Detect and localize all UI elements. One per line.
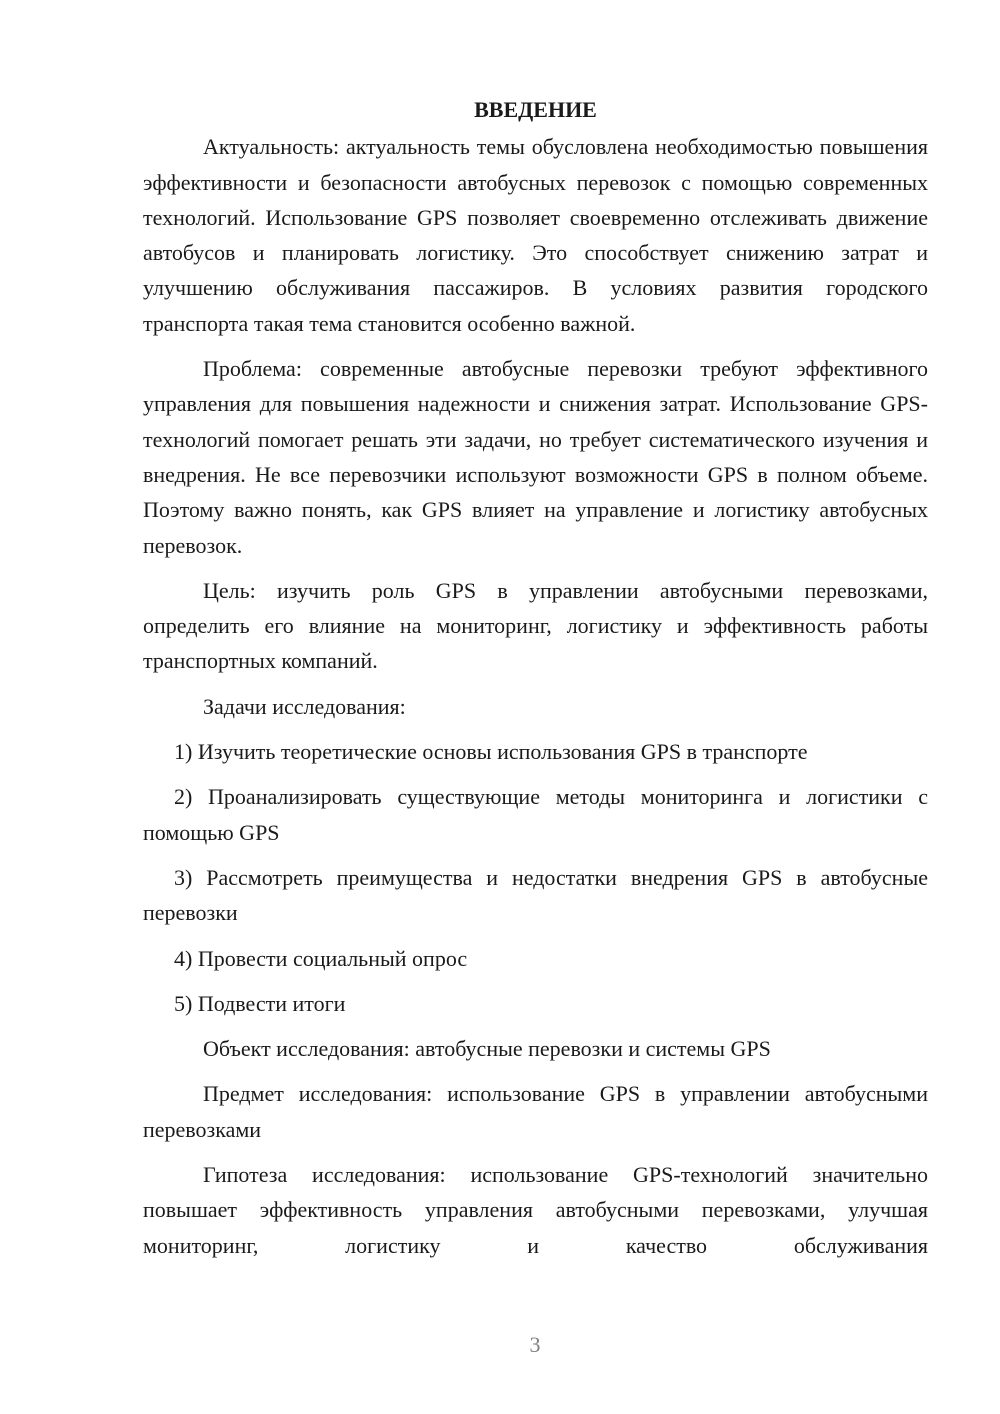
paragraph-hypothesis: Гипотеза исследования: использование GPS-технологий значительно повышает эффективность управления автобусными перевозками, улучшая мониторинг, логистику и качество обслуживания [143,1162,928,1258]
paragraph-object: Объект исследования: автобусные перевозки и системы GPS [203,1036,771,1062]
task-item-3: 3) Рассмотреть преимущества и недостатки внедрения GPS в автобусные перевозки [143,864,928,926]
page-title: ВВЕДЕНИЕ [474,97,597,122]
paragraph-subject: Предмет исследования: использование GPS в управлении автобусными перевозками [143,1081,928,1142]
task-item-4: 4) Провести социальный опрос [174,945,468,971]
task-item-1: 1) Изучить теоретические основы использования GPS в транспорте [174,739,808,765]
document-page [143,92,928,1273]
paragraph-goal: Цель: изучить роль GPS в управлении автобусными перевозками, определить его влияние на мониторинг, логистику и эффективность работы транспортных компаний. [143,577,928,674]
paragraph-problem: Проблема: современные автобусные перевозки требуют эффективного управления для повышения надежности и снижения затрат. Использование GPS-технологий помогает решать эти задачи, но требует систематического изучения и внедрения. Не все перевозчики используют возможности GPS в полном объеме. Поэтому важно понять, как GPS влияет на управление и логистику автобусных перевозок. [143,356,928,558]
page-number: 3 [529,1332,541,1357]
paragraph-tasks-heading: Задачи исследования: [203,693,406,719]
task-item-5: 5) Подвести итоги [174,990,346,1016]
task-item-2: 2) Проанализировать существующие методы мониторинга и логистики с помощью GPS [143,784,928,845]
paragraph-relevance: Актуальность: актуальность темы обусловлена необходимостью повышения эффективности и безопасности автобусных перевозок с помощью современных технологий. Использование GPS позволяет своевременно отслеживать движение автобусов и планировать логистику. Это способствует снижению затрат и улучшению обслуживания пассажиров. В условиях развития городского транспорта такая тема становится особенно важной. [143,134,928,336]
